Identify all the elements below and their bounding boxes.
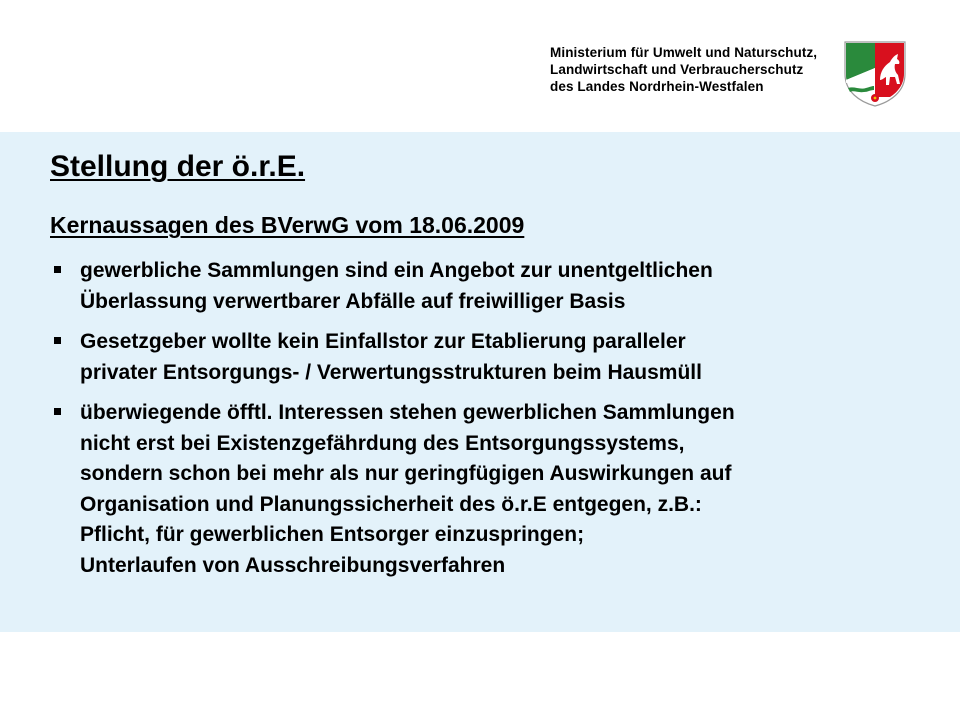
bullet-line: Gesetzgeber wollte kein Einfallstor zur Etablierung paralleler <box>80 330 686 353</box>
bullet-line: nicht erst bei Existenzgefährdung des Entsorgungssystems, <box>80 431 685 455</box>
square-bullet-icon <box>54 408 61 415</box>
bullet-item <box>50 327 930 388</box>
bullet-item <box>50 256 930 317</box>
nrw-coat-of-arms-icon <box>842 40 908 108</box>
bullet-line: privater Entsorgungs- / Verwertungsstrukturen beim Hausmüll <box>80 360 702 384</box>
bullet-list <box>50 256 930 591</box>
ministry-line: Landwirtschaft und Verbraucherschutz <box>550 62 804 77</box>
bullet-line: Überlassung verwertbarer Abfälle auf freiwilliger Basis <box>80 289 626 313</box>
bullet-line: gewerbliche Sammlungen sind ein Angebot zur unentgeltlichen <box>80 259 713 282</box>
ministry-line: Ministerium für Umwelt und Naturschutz, <box>550 45 818 60</box>
square-bullet-icon <box>54 266 61 273</box>
ministry-line: des Landes Nordrhein-Westfalen <box>550 79 764 94</box>
slide-subtitle: Kernaussagen des BVerwG vom 18.06.2009 <box>50 212 525 238</box>
slide-header <box>0 0 960 132</box>
bullet-line: überwiegende öfftl. Interessen stehen gewerblichen Sammlungen <box>80 401 735 424</box>
bullet-line: Organisation und Planungssicherheit des ö.r.E entgegen, z.B.: <box>80 492 702 516</box>
slide-title: Stellung der ö.r.E. <box>50 150 306 183</box>
bullet-line: sondern schon bei mehr als nur geringfügigen Auswirkungen auf <box>80 462 732 485</box>
bullet-line: Unterlaufen von Ausschreibungsverfahren <box>80 553 506 577</box>
square-bullet-icon <box>54 337 61 344</box>
ministry-name <box>550 44 817 95</box>
bullet-item <box>50 398 930 581</box>
bullet-line: Pflicht, für gewerblichen Entsorger einzuspringen; <box>80 523 585 546</box>
